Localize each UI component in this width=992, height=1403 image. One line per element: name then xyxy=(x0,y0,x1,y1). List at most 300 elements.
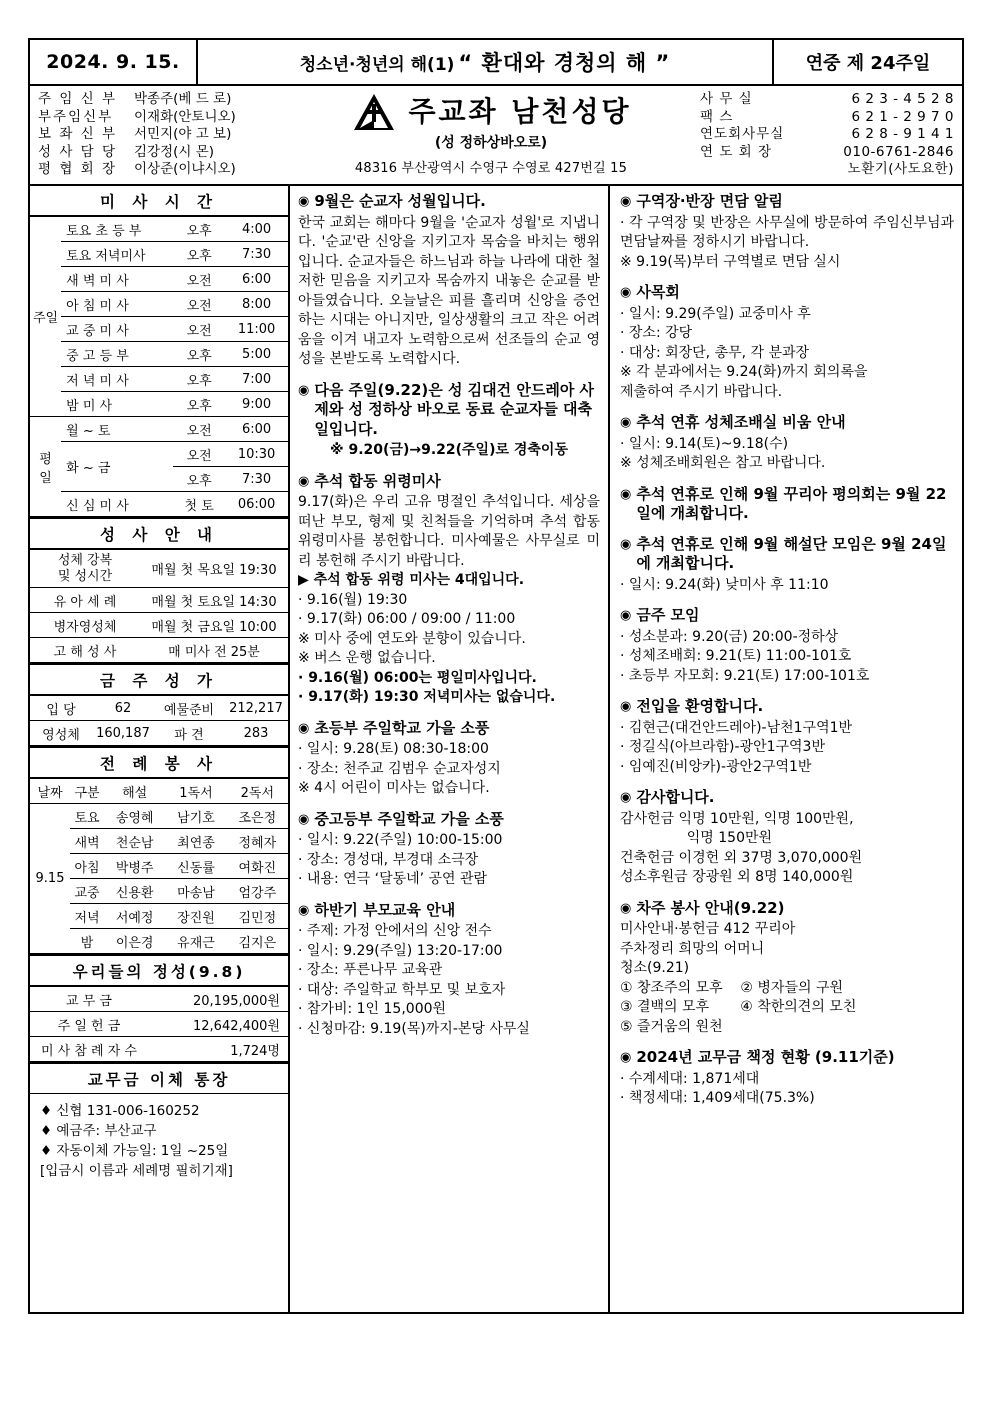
service-reading1: 유재근 xyxy=(165,929,226,954)
bulletin-date: 2024. 9. 15. xyxy=(30,40,198,84)
staff-list xyxy=(30,86,288,184)
mass-name: 저 녁 미 사 xyxy=(61,367,173,392)
list-item: · 일시: 9.14(토)~9.18(수) xyxy=(620,435,789,452)
church-identity xyxy=(288,86,694,184)
mass-ampm: 오전 xyxy=(173,317,225,342)
donation-amount: 1,724명 xyxy=(148,1037,288,1062)
list-item: ※ 성체조배회원은 참고 바랍니다. xyxy=(620,455,826,471)
header-bar xyxy=(28,38,964,86)
announcement-items xyxy=(620,435,954,474)
table-row xyxy=(30,392,288,417)
service-reading2: 정혜자 xyxy=(227,829,288,854)
sacrament-name: 병자영성체 xyxy=(30,613,140,638)
announcement-block xyxy=(620,413,954,474)
editor-name: 노환기(사도요한) xyxy=(847,161,954,177)
donations-title: 우리들의 정성(9.8) xyxy=(30,956,288,986)
circle-bullet-icon: ◉ xyxy=(298,720,310,736)
table-row xyxy=(30,492,288,517)
mass-schedule-section xyxy=(30,186,288,519)
service-reading2: 여화진 xyxy=(227,854,288,879)
table-row xyxy=(30,613,288,638)
donation-label: 미 사 참 례 자 수 xyxy=(30,1037,148,1062)
list-item: · 참가비: 1인 15,000원 xyxy=(298,1001,447,1017)
table-row xyxy=(30,367,288,392)
mass-ampm: 오후 xyxy=(173,367,225,392)
announcement-title: 전입을 환영합니다. xyxy=(636,697,764,715)
announcement-heading xyxy=(298,901,600,921)
list-item: · 김현근(대건안드레아)-남천1구역1반 xyxy=(620,719,853,736)
bank-line: ♦ 신협 131-006-160252 xyxy=(40,1103,200,1119)
service-reading1: 장진원 xyxy=(165,904,226,929)
table-row xyxy=(30,804,288,829)
mass-name: 월 ~ 토 xyxy=(61,417,173,442)
announcement-block xyxy=(620,535,954,596)
year-theme-prefix: 청소년·청년의 해(1) xyxy=(299,54,455,75)
church-address: 48316 부산광역시 수영구 수영로 427번길 15 xyxy=(354,161,628,176)
list-item: · 9.16(월) 06:00는 평일미사입니다. xyxy=(298,669,537,686)
contact-label: 사 무 실 xyxy=(700,91,753,107)
announcement-block xyxy=(298,472,600,708)
liturgical-sunday: 연중 제 24주일 xyxy=(805,53,931,74)
mass-ampm: 오후 xyxy=(173,342,225,367)
announcement-title: 추석 연휴 성체조배실 비움 안내 xyxy=(636,413,846,431)
announcement-title: 구역장·반장 면담 알림 xyxy=(636,192,783,210)
list-item: ▶ 추석 합동 위령 미사는 4대입니다. xyxy=(298,572,525,588)
table-row xyxy=(30,267,288,292)
announcement-title: 추석 합동 위령미사 xyxy=(314,471,441,490)
announcement-title: 추석 연휴로 인해 9월 해설단 모임은 9월 24일에 개최합니다. xyxy=(636,534,947,572)
circle-bullet-icon: ◉ xyxy=(620,900,632,916)
announcement-items xyxy=(620,305,954,403)
sacrament-time: 매월 첫 금요일 10:00 xyxy=(140,613,288,638)
col-reading1: 1독서 xyxy=(165,779,226,804)
bank-line: ♦ 예금주: 부산교구 xyxy=(40,1123,157,1139)
list-item: ※ 버스 운행 없습니다. xyxy=(298,650,436,666)
hymn-label: 영성체 xyxy=(30,721,92,746)
mass-name: 토요 저녁미사 xyxy=(61,242,173,267)
mass-time: 06:00 xyxy=(225,492,288,517)
announcement-heading xyxy=(620,535,954,574)
bulletin-body xyxy=(28,186,964,1314)
mass-name: 아 침 미 사 xyxy=(61,292,173,317)
col-reading2: 2독서 xyxy=(227,779,288,804)
staff-row xyxy=(38,126,282,144)
announcement-block xyxy=(620,899,954,1038)
liturgy-service-table xyxy=(30,778,288,954)
list-item: · 내용: 연극 ‘달동네’ 공연 관람 xyxy=(298,871,488,887)
announcement-body: 한국 교회는 해마다 9월을 '순교자 성월'로 지냅니다. '순교'란 신앙을 지키고자 목숨을 바치는 행위입니다. 순교자들은 하느님과 하늘 나라에 대한 철저한 믿음을 지키고자 목숨까지 내놓은 순교를 받아들였습니다. 오늘날은 피를 흘리며 신앙을 증언하는 시대는 아니지만, 일상생활의 크고 작은 어려움을 이겨 내고자 노력함으로써 선조들의 순교 영성을 본받도록 노력합시다. xyxy=(298,214,600,367)
weekday-label: 평 일 xyxy=(30,417,61,517)
staff-name: 이상준(이냐시오) xyxy=(134,161,236,177)
list-item: ① 창조주의 모후 ② 병자들의 구원 xyxy=(620,979,843,996)
service-commentator: 신용환 xyxy=(104,879,165,904)
service-commentator: 송영혜 xyxy=(104,804,165,829)
donations-table xyxy=(30,986,288,1062)
mass-time: 7:30 xyxy=(225,467,288,492)
staff-row xyxy=(38,161,282,179)
announcement-items xyxy=(620,253,954,273)
bank-line: [입금시 이름과 세례명 필히기재] xyxy=(40,1163,233,1179)
contact-label: 팩 스 xyxy=(700,108,734,125)
mass-ampm: 오후 xyxy=(173,467,225,492)
announcement-title: 감사합니다. xyxy=(636,788,715,806)
circle-bullet-icon: ◉ xyxy=(620,536,632,552)
staff-name: 이재화(안토니오) xyxy=(134,108,236,125)
staff-name: 박종주(베 드 로) xyxy=(134,91,232,107)
service-reading2: 엄강주 xyxy=(227,879,288,904)
announcement-items xyxy=(620,1070,954,1109)
list-item: · 초등부 자모회: 9.21(토) 17:00-101호 xyxy=(620,667,870,684)
announcement-body: 9.17(화)은 우리 고유 명절인 추석입니다. 세상을 떠난 부모, 형제 및 친척들을 기억하며 추석 합동 위령미사를 봉헌합니다. 미사예물은 사무실로 미리 봉헌해 주시기 바랍니다. xyxy=(298,494,600,569)
circle-bullet-icon: ◉ xyxy=(298,382,310,398)
announcement-heading xyxy=(620,192,954,212)
announcement-heading xyxy=(620,788,954,808)
hymn-label: 입 당 xyxy=(30,696,92,721)
service-slot: 교중 xyxy=(70,879,104,904)
mass-name: 밤 미 사 xyxy=(61,392,173,417)
announcement-heading xyxy=(620,1048,954,1068)
table-row xyxy=(30,217,288,242)
masthead xyxy=(28,86,964,186)
announcement-heading xyxy=(620,283,954,303)
table-row xyxy=(30,696,288,721)
mass-ampm: 첫 토 xyxy=(173,492,225,517)
announcement-heading xyxy=(298,192,600,212)
list-item: 감사헌금 익명 10만원, 익명 100만원, xyxy=(620,810,854,827)
service-reading1: 신동률 xyxy=(165,854,226,879)
donations-section xyxy=(30,956,288,1064)
service-reading1: 마송남 xyxy=(165,879,226,904)
circle-bullet-icon: ◉ xyxy=(298,194,310,209)
list-item: ※ 각 분과에서는 9.24(화)까지 회의록을 xyxy=(620,364,868,380)
mass-time: 6:00 xyxy=(225,417,288,442)
list-item: ※ 미사 중에 연도와 분향이 있습니다. xyxy=(298,630,526,647)
list-item: · 책정세대: 1,409세대(75.3%) xyxy=(620,1090,815,1106)
service-commentator: 천순남 xyxy=(104,829,165,854)
announcement-items xyxy=(298,922,600,1039)
table-row xyxy=(30,638,288,663)
list-item: · 장소: 강당 xyxy=(620,325,693,341)
announcement-title: 금주 모임 xyxy=(636,606,700,624)
staff-role: 보 좌 신 부 xyxy=(38,126,118,142)
announcement-heading xyxy=(298,381,600,440)
announcement-block xyxy=(620,283,954,402)
col-slot: 구분 xyxy=(70,779,104,804)
liturgy-service-title: 전 례 봉 사 xyxy=(30,748,288,778)
announcement-title: 중고등부 주일학교 가을 소풍 xyxy=(314,809,504,828)
circle-bullet-icon: ◉ xyxy=(620,194,632,209)
list-item: ※ 9.19(목)부터 구역별로 면담 실시 xyxy=(620,253,841,270)
list-item: · 9.17(화) 06:00 / 09:00 / 11:00 xyxy=(298,611,516,627)
service-slot: 아침 xyxy=(70,854,104,879)
announcement-block xyxy=(298,381,600,461)
announcement-heading xyxy=(298,719,600,739)
table-row xyxy=(30,342,288,367)
hymns-table xyxy=(30,695,288,746)
service-commentator: 이은경 xyxy=(104,929,165,954)
announcement-title: 초등부 주일학교 가을 소풍 xyxy=(314,718,490,737)
service-slot: 토요 xyxy=(70,804,104,829)
list-item: ※ 9.20(금)→9.22(주일)로 경축이동 xyxy=(330,442,568,458)
announcement-block xyxy=(298,719,600,799)
list-item: · 성체조배회: 9.21(토) 11:00-101호 xyxy=(620,648,852,664)
table-row xyxy=(30,242,288,267)
list-item: ③ 결백의 모후 ④ 착한의견의 모친 xyxy=(620,999,857,1015)
table-row xyxy=(30,721,288,746)
service-slot: 밤 xyxy=(70,929,104,954)
mass-schedule-table xyxy=(30,216,288,517)
announcement-block xyxy=(298,810,600,890)
middle-column xyxy=(290,186,610,1312)
list-item: · 9.16(월) 19:30 xyxy=(298,591,408,608)
list-item: 제출하여 주시기 바랍니다. xyxy=(620,383,783,400)
table-header-row xyxy=(30,779,288,804)
church-patron: (성 정하상바오로) xyxy=(434,135,548,151)
announcement-heading xyxy=(620,413,954,433)
right-column xyxy=(610,186,962,1312)
circle-bullet-icon: ◉ xyxy=(620,608,632,623)
mass-ampm: 오후 xyxy=(173,392,225,417)
mass-time: 9:00 xyxy=(225,392,288,417)
sacraments-title: 성 사 안 내 xyxy=(30,519,288,549)
list-item: · 대상: 회장단, 총무, 각 분과장 xyxy=(620,344,810,361)
mass-time: 5:00 xyxy=(225,342,288,367)
donation-amount: 20,195,000원 xyxy=(148,987,288,1012)
table-row xyxy=(30,1012,288,1037)
staff-name: 김강정(시 몬) xyxy=(134,143,215,160)
service-commentator: 서예정 xyxy=(104,904,165,929)
mass-time: 6:00 xyxy=(225,267,288,292)
announcement-title: 하반기 부모교육 안내 xyxy=(314,900,456,919)
list-item: · 일시: 9.22(주일) 10:00-15:00 xyxy=(298,832,503,848)
staff-row xyxy=(38,109,282,127)
year-theme-quote: “ 환대와 경청의 해 ” xyxy=(458,51,671,75)
announcement-items xyxy=(298,740,600,799)
hymn-number: 212,217 xyxy=(224,696,288,721)
mass-name: 토요 초 등 부 xyxy=(61,217,173,242)
hymn-number: 62 xyxy=(92,696,154,721)
contact-value: 6 2 1 - 2 9 7 0 xyxy=(851,108,954,125)
contact-row xyxy=(700,126,954,144)
list-item: · 신청마감: 9.19(목)까지-본당 사무실 xyxy=(298,1020,530,1037)
announcement-items xyxy=(298,441,600,461)
list-item: · 일시: 9.28(토) 08:30-18:00 xyxy=(298,741,489,757)
hymn-number: 283 xyxy=(224,721,288,746)
announcement-title: 다음 주일(9.22)은 성 김대건 안드레아 사제와 성 정하상 바오로 동료 순교자들 대축일입니다. xyxy=(314,380,595,438)
list-item: · 장소: 천주교 김범우 순교자성지 xyxy=(298,760,501,777)
service-reading2: 김지은 xyxy=(227,929,288,954)
circle-bullet-icon: ◉ xyxy=(620,415,632,430)
table-row xyxy=(30,417,288,442)
hymn-label: 예물준비 xyxy=(154,696,224,721)
circle-bullet-icon: ◉ xyxy=(620,790,632,805)
announcement-title: 2024년 교무금 책정 현황 (9.11기준) xyxy=(636,1048,895,1066)
donation-amount: 12,642,400원 xyxy=(148,1012,288,1037)
sacrament-name: 성체 강복 및 성시간 xyxy=(30,550,140,588)
circle-bullet-icon: ◉ xyxy=(298,902,310,918)
circle-bullet-icon: ◉ xyxy=(620,486,632,502)
announcement-heading xyxy=(298,810,600,830)
church-logo-icon xyxy=(350,90,398,130)
contact-row xyxy=(700,109,954,127)
announcement-block xyxy=(298,192,600,370)
service-reading2: 조은정 xyxy=(227,804,288,829)
bank-details xyxy=(30,1094,288,1187)
mass-name: 화 ~ 금 xyxy=(61,442,173,492)
contact-value: 6 2 3 - 4 5 2 8 xyxy=(851,91,954,107)
announcement-items xyxy=(298,571,600,708)
staff-role: 주 임 신 부 xyxy=(38,91,118,107)
list-item: · 주제: 가정 안에서의 신앙 전수 xyxy=(298,923,492,939)
circle-bullet-icon: ◉ xyxy=(620,1050,632,1065)
mass-time: 11:00 xyxy=(225,317,288,342)
sunday-label: 주일 xyxy=(30,217,61,417)
left-column xyxy=(30,186,290,1312)
staff-role: 평 협 회 장 xyxy=(38,161,118,177)
list-item: · 일시: 9.24(화) 낮미사 후 11:10 xyxy=(620,576,829,593)
announcement-items xyxy=(620,628,954,687)
announcement-body: · 각 구역장 및 반장은 사무실에 방문하여 주임신부님과 면담날짜를 정하시기 바랍니다. xyxy=(620,214,954,250)
church-name: 주교좌 남천성당 xyxy=(408,95,632,128)
editor-row xyxy=(700,161,954,179)
contact-value: 010-6761-2846 xyxy=(843,143,954,160)
table-row xyxy=(30,987,288,1012)
staff-role: 부주임신부 xyxy=(38,108,114,125)
mass-ampm: 오전 xyxy=(173,267,225,292)
contact-value: 6 2 8 - 9 1 4 1 xyxy=(851,126,954,142)
list-item: 주차정리 희망의 어머니 xyxy=(620,940,765,957)
table-row xyxy=(30,588,288,613)
announcement-heading xyxy=(620,606,954,626)
mass-time: 10:30 xyxy=(225,442,288,467)
donation-label: 교 무 금 xyxy=(30,987,148,1012)
mass-ampm: 오전 xyxy=(173,442,225,467)
mass-time: 4:00 xyxy=(225,217,288,242)
list-item: 성소후원금 장광원 외 8명 140,000원 xyxy=(620,869,854,885)
sacrament-time: 매월 첫 토요일 14:30 xyxy=(140,588,288,613)
service-reading2: 김민정 xyxy=(227,904,288,929)
list-item: 청소(9.21) xyxy=(620,960,690,976)
announcement-heading xyxy=(620,485,954,524)
announcement-block xyxy=(620,788,954,888)
list-item: · 장소: 경성대, 부경대 소극장 xyxy=(298,851,479,868)
announcement-block xyxy=(620,485,954,524)
mass-time: 8:00 xyxy=(225,292,288,317)
sacrament-time: 매 미사 전 25분 xyxy=(140,638,288,663)
staff-row xyxy=(38,91,282,109)
mass-ampm: 오전 xyxy=(173,417,225,442)
circle-bullet-icon: ◉ xyxy=(298,473,310,489)
service-reading1: 남기호 xyxy=(165,804,226,829)
list-item: · 성소분과: 9.20(금) 20:00-정하상 xyxy=(620,628,839,645)
hymn-number: 160,187 xyxy=(92,721,154,746)
announcement-heading xyxy=(620,697,954,717)
list-item: · 9.17(화) 19:30 저녁미사는 없습니다. xyxy=(298,689,556,705)
mass-name: 교 중 미 사 xyxy=(61,317,173,342)
announcement-heading xyxy=(298,472,600,492)
sacrament-name: 유 아 세 례 xyxy=(30,588,140,613)
announcement-items xyxy=(620,810,954,888)
list-item: · 일시: 9.29(주일) 13:20-17:00 xyxy=(298,942,503,959)
sacraments-section xyxy=(30,519,288,665)
mass-name: 신 심 미 사 xyxy=(61,492,173,517)
donation-label: 주 일 헌 금 xyxy=(30,1012,148,1037)
table-row xyxy=(30,550,288,588)
mass-name: 중 고 등 부 xyxy=(61,342,173,367)
sacrament-time: 매월 첫 목요일 19:30 xyxy=(140,550,288,588)
hymns-section xyxy=(30,665,288,748)
contact-label: 연 도 회 장 xyxy=(700,143,773,160)
service-slot: 저녁 xyxy=(70,904,104,929)
circle-bullet-icon: ◉ xyxy=(620,699,632,714)
circle-bullet-icon: ◉ xyxy=(620,285,632,300)
announcement-items xyxy=(620,719,954,778)
year-theme xyxy=(198,40,774,84)
contact-label: 연도회사무실 xyxy=(700,126,785,142)
service-slot: 새벽 xyxy=(70,829,104,854)
table-row xyxy=(30,1037,288,1062)
list-item: · 대상: 주일학교 학부모 및 보호자 xyxy=(298,981,506,998)
announcement-items xyxy=(620,576,954,596)
announcement-heading xyxy=(620,899,954,919)
announcement-block xyxy=(620,697,954,777)
bank-title: 교무금 이체 통장 xyxy=(30,1064,288,1094)
mass-time: 7:00 xyxy=(225,367,288,392)
contact-row xyxy=(700,144,954,162)
list-item: ※ 4시 어린이 미사는 없습니다. xyxy=(298,780,490,796)
list-item: · 정길식(아브라함)-광안1구역3반 xyxy=(620,739,825,755)
announcement-items xyxy=(298,831,600,890)
announcement-title: 차주 봉사 안내(9.22) xyxy=(636,898,785,917)
list-item: · 수계세대: 1,871세대 xyxy=(620,1070,760,1087)
contact-list xyxy=(694,86,962,184)
table-row xyxy=(30,442,288,467)
announcement-items xyxy=(620,920,954,1037)
list-item: 미사안내·봉헌금 412 꾸리아 xyxy=(620,921,796,937)
mass-schedule-title: 미 사 시 간 xyxy=(30,186,288,216)
mass-name: 새 벽 미 사 xyxy=(61,267,173,292)
staff-row xyxy=(38,144,282,162)
bank-line: ♦ 자동이체 가능일: 1일 ~25일 xyxy=(40,1143,229,1159)
mass-ampm: 오전 xyxy=(173,292,225,317)
announcement-block xyxy=(620,192,954,272)
hymns-title: 금 주 성 가 xyxy=(30,665,288,695)
mass-ampm: 오후 xyxy=(173,242,225,267)
list-item: 건축헌금 이경헌 외 37명 3,070,000원 xyxy=(620,849,863,866)
staff-role: 성 사 담 당 xyxy=(38,143,118,160)
circle-bullet-icon: ◉ xyxy=(298,811,310,827)
list-item: 익명 150만원 xyxy=(620,830,773,846)
list-item: ⑤ 즐거움의 원천 xyxy=(620,1018,723,1035)
announcement-title: 추석 연휴로 인해 9월 꾸리아 평의회는 9월 22일에 개최합니다. xyxy=(636,484,947,522)
mass-ampm: 오후 xyxy=(173,217,225,242)
announcement-block xyxy=(298,901,600,1040)
sacrament-name: 고 해 성 사 xyxy=(30,638,140,663)
list-item: · 일시: 9.29(주일) 교중미사 후 xyxy=(620,305,811,322)
announcement-title: 사목회 xyxy=(636,283,680,301)
table-row xyxy=(30,292,288,317)
announcement-block xyxy=(620,606,954,686)
sacraments-table xyxy=(30,549,288,663)
col-commentator: 해설 xyxy=(104,779,165,804)
contact-row xyxy=(700,91,954,109)
list-item: · 장소: 푸른나무 교육관 xyxy=(298,962,443,978)
service-commentator: 박병주 xyxy=(104,854,165,879)
hymn-label: 파 견 xyxy=(154,721,224,746)
service-reading1: 최연종 xyxy=(165,829,226,854)
announcement-block xyxy=(620,1048,954,1109)
liturgy-service-section xyxy=(30,748,288,956)
